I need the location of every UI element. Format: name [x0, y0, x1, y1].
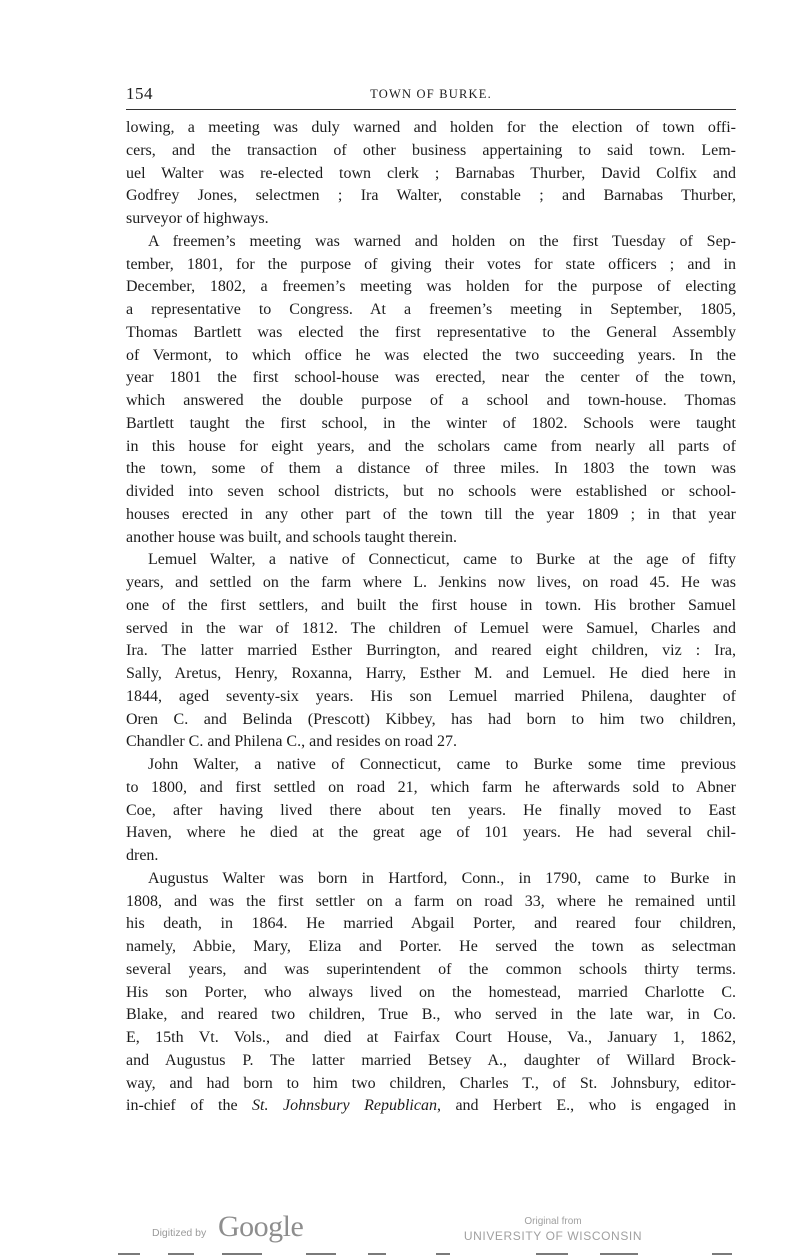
text-line: lowing, a meeting was duly warned and holden for the election of town offi-: [126, 119, 736, 136]
text-line: uel Walter was re-elected town clerk ; Barnabas Thurber, David Colfix and: [126, 164, 736, 182]
text-line: cers, and the transaction of other business appertaining to said town. Lem-: [126, 141, 736, 159]
text-segment: in-chief of the: [126, 1097, 253, 1115]
text-line: way, and had born to him two children, Charles T., of St. Johnsbury, editor-: [126, 1074, 736, 1092]
body-text: [126, 117, 736, 1118]
text-line: and Augustus P. The latter married Betsey A., daughter of Willard Brock-: [126, 1051, 736, 1069]
text-line: his death, in 1864. He married Abgail Porter, and reared four children,: [126, 915, 736, 933]
text-line: year 1801 the first school-house was erected, near the center of the town,: [126, 369, 736, 387]
text-line: [126, 1095, 736, 1118]
source-credit: [440, 1215, 666, 1244]
text-line: 1844, aged seventy-six years. His son Lemuel married Philena, daughter of: [126, 687, 736, 705]
newspaper-title: St. Johnsbury Republican: [252, 1097, 437, 1115]
text-line: one of the first settlers, and built the first house in town. His brother Samuel: [126, 596, 736, 614]
text-line: another house was built, and schools taught therein.: [126, 528, 458, 546]
text-line: Bartlett taught the first school, in the winter of 1802. Schools were taught: [126, 414, 736, 432]
running-head: TOWN OF BURKE.: [370, 87, 492, 101]
text-line: December, 1802, a freemen’s meeting was holden for the purpose of electing: [126, 278, 736, 296]
institution-name: UNIVERSITY OF WISCONSIN: [463, 1229, 643, 1243]
text-segment: , and Herbert E., who is engaged in: [436, 1097, 736, 1115]
text-line: served in the war of 1812. The children of Lemuel were Samuel, Charles and: [126, 619, 736, 637]
text-line: a representative to Congress. At a freemen’s meeting in September, 1805,: [126, 301, 736, 318]
text-line: E, 15th Vt. Vols., and died at Fairfax Court House, Va., January 1, 1862,: [126, 1029, 736, 1046]
page-header: [126, 84, 736, 110]
text-line: tember, 1801, for the purpose of giving their votes for state officers ; and in: [126, 255, 736, 273]
original-from-label: Original from: [524, 1216, 582, 1227]
text-line: dren.: [126, 847, 159, 864]
text-line: Sally, Aretus, Henry, Roxanna, Harry, Esther M. and Lemuel. He died here in: [126, 665, 736, 682]
text-line: Coe, after having lived there about ten years. He finally moved to East: [126, 801, 736, 819]
text-line: Blake, and reared two children, True B., who served in the late war, in Co.: [126, 1006, 736, 1024]
text-line: Haven, where he died at the great age of 101 years. He had several chil-: [126, 824, 736, 842]
page-number: 154: [126, 84, 153, 103]
header-rule: [126, 109, 736, 110]
text-line: surveyor of highways.: [126, 210, 269, 227]
text-line: Lemuel Walter, a native of Connecticut, came to Burke at the age of fifty: [148, 551, 736, 569]
text-line: Chandler C. and Philena C., and resides on road 27.: [126, 733, 458, 751]
paragraph: [126, 117, 736, 231]
paragraph: [126, 754, 736, 868]
text-line: Ira. The latter married Esther Burrington, and reared eight children, viz : Ira,: [126, 642, 736, 660]
text-line: several years, and was superintendent of the common schools thirty terms.: [126, 960, 736, 978]
paragraph: [126, 231, 736, 550]
text-line: namely, Abbie, Mary, Eliza and Porter. He served the town as selectman: [126, 938, 736, 955]
paragraph: [126, 549, 736, 754]
digitized-by-label: Digitized by: [152, 1227, 207, 1239]
paragraph: [126, 868, 736, 1118]
google-logo: Google: [218, 1210, 304, 1243]
text-line: the town, some of them a distance of three miles. In 1803 the town was: [126, 460, 736, 478]
text-line: of Vermont, to which office he was elected the two succeeding years. In the: [126, 346, 736, 364]
text-line: 1808, and was the first settler on a farm on road 33, where he remained until: [126, 892, 736, 910]
text-line: to 1800, and first settled on road 21, which farm he afterwards sold to Abner: [126, 778, 736, 796]
text-line: divided into seven school districts, but no schools were established or school-: [126, 483, 736, 500]
text-line: in this house for eight years, and the scholars came from nearly all parts of: [126, 437, 736, 455]
text-line: Oren C. and Belinda (Prescott) Kibbey, has had born to him two children,: [126, 710, 736, 728]
scan-edge-marks: [0, 1252, 787, 1259]
text-line: His son Porter, who always lived on the homestead, married Charlotte C.: [126, 983, 736, 1001]
text-line: which answered the double purpose of a school and town-house. Thomas: [126, 392, 736, 409]
text-line: Godfrey Jones, selectmen ; Ira Walter, constable ; and Barnabas Thurber,: [126, 187, 736, 205]
text-line: Thomas Bartlett was elected the first representative to the General Assembly: [126, 323, 736, 341]
text-line: houses erected in any other part of the town till the year 1809 ; in that year: [126, 505, 736, 523]
text-line: years, and settled on the farm where L. Jenkins now lives, on road 45. He was: [126, 574, 736, 591]
text-line: Augustus Walter was born in Hartford, Conn., in 1790, came to Burke in: [148, 869, 736, 887]
text-line: A freemen’s meeting was warned and holden on the first Tuesday of Sep-: [148, 232, 736, 250]
text-line: John Walter, a native of Connecticut, came to Burke some time previous: [148, 756, 736, 773]
